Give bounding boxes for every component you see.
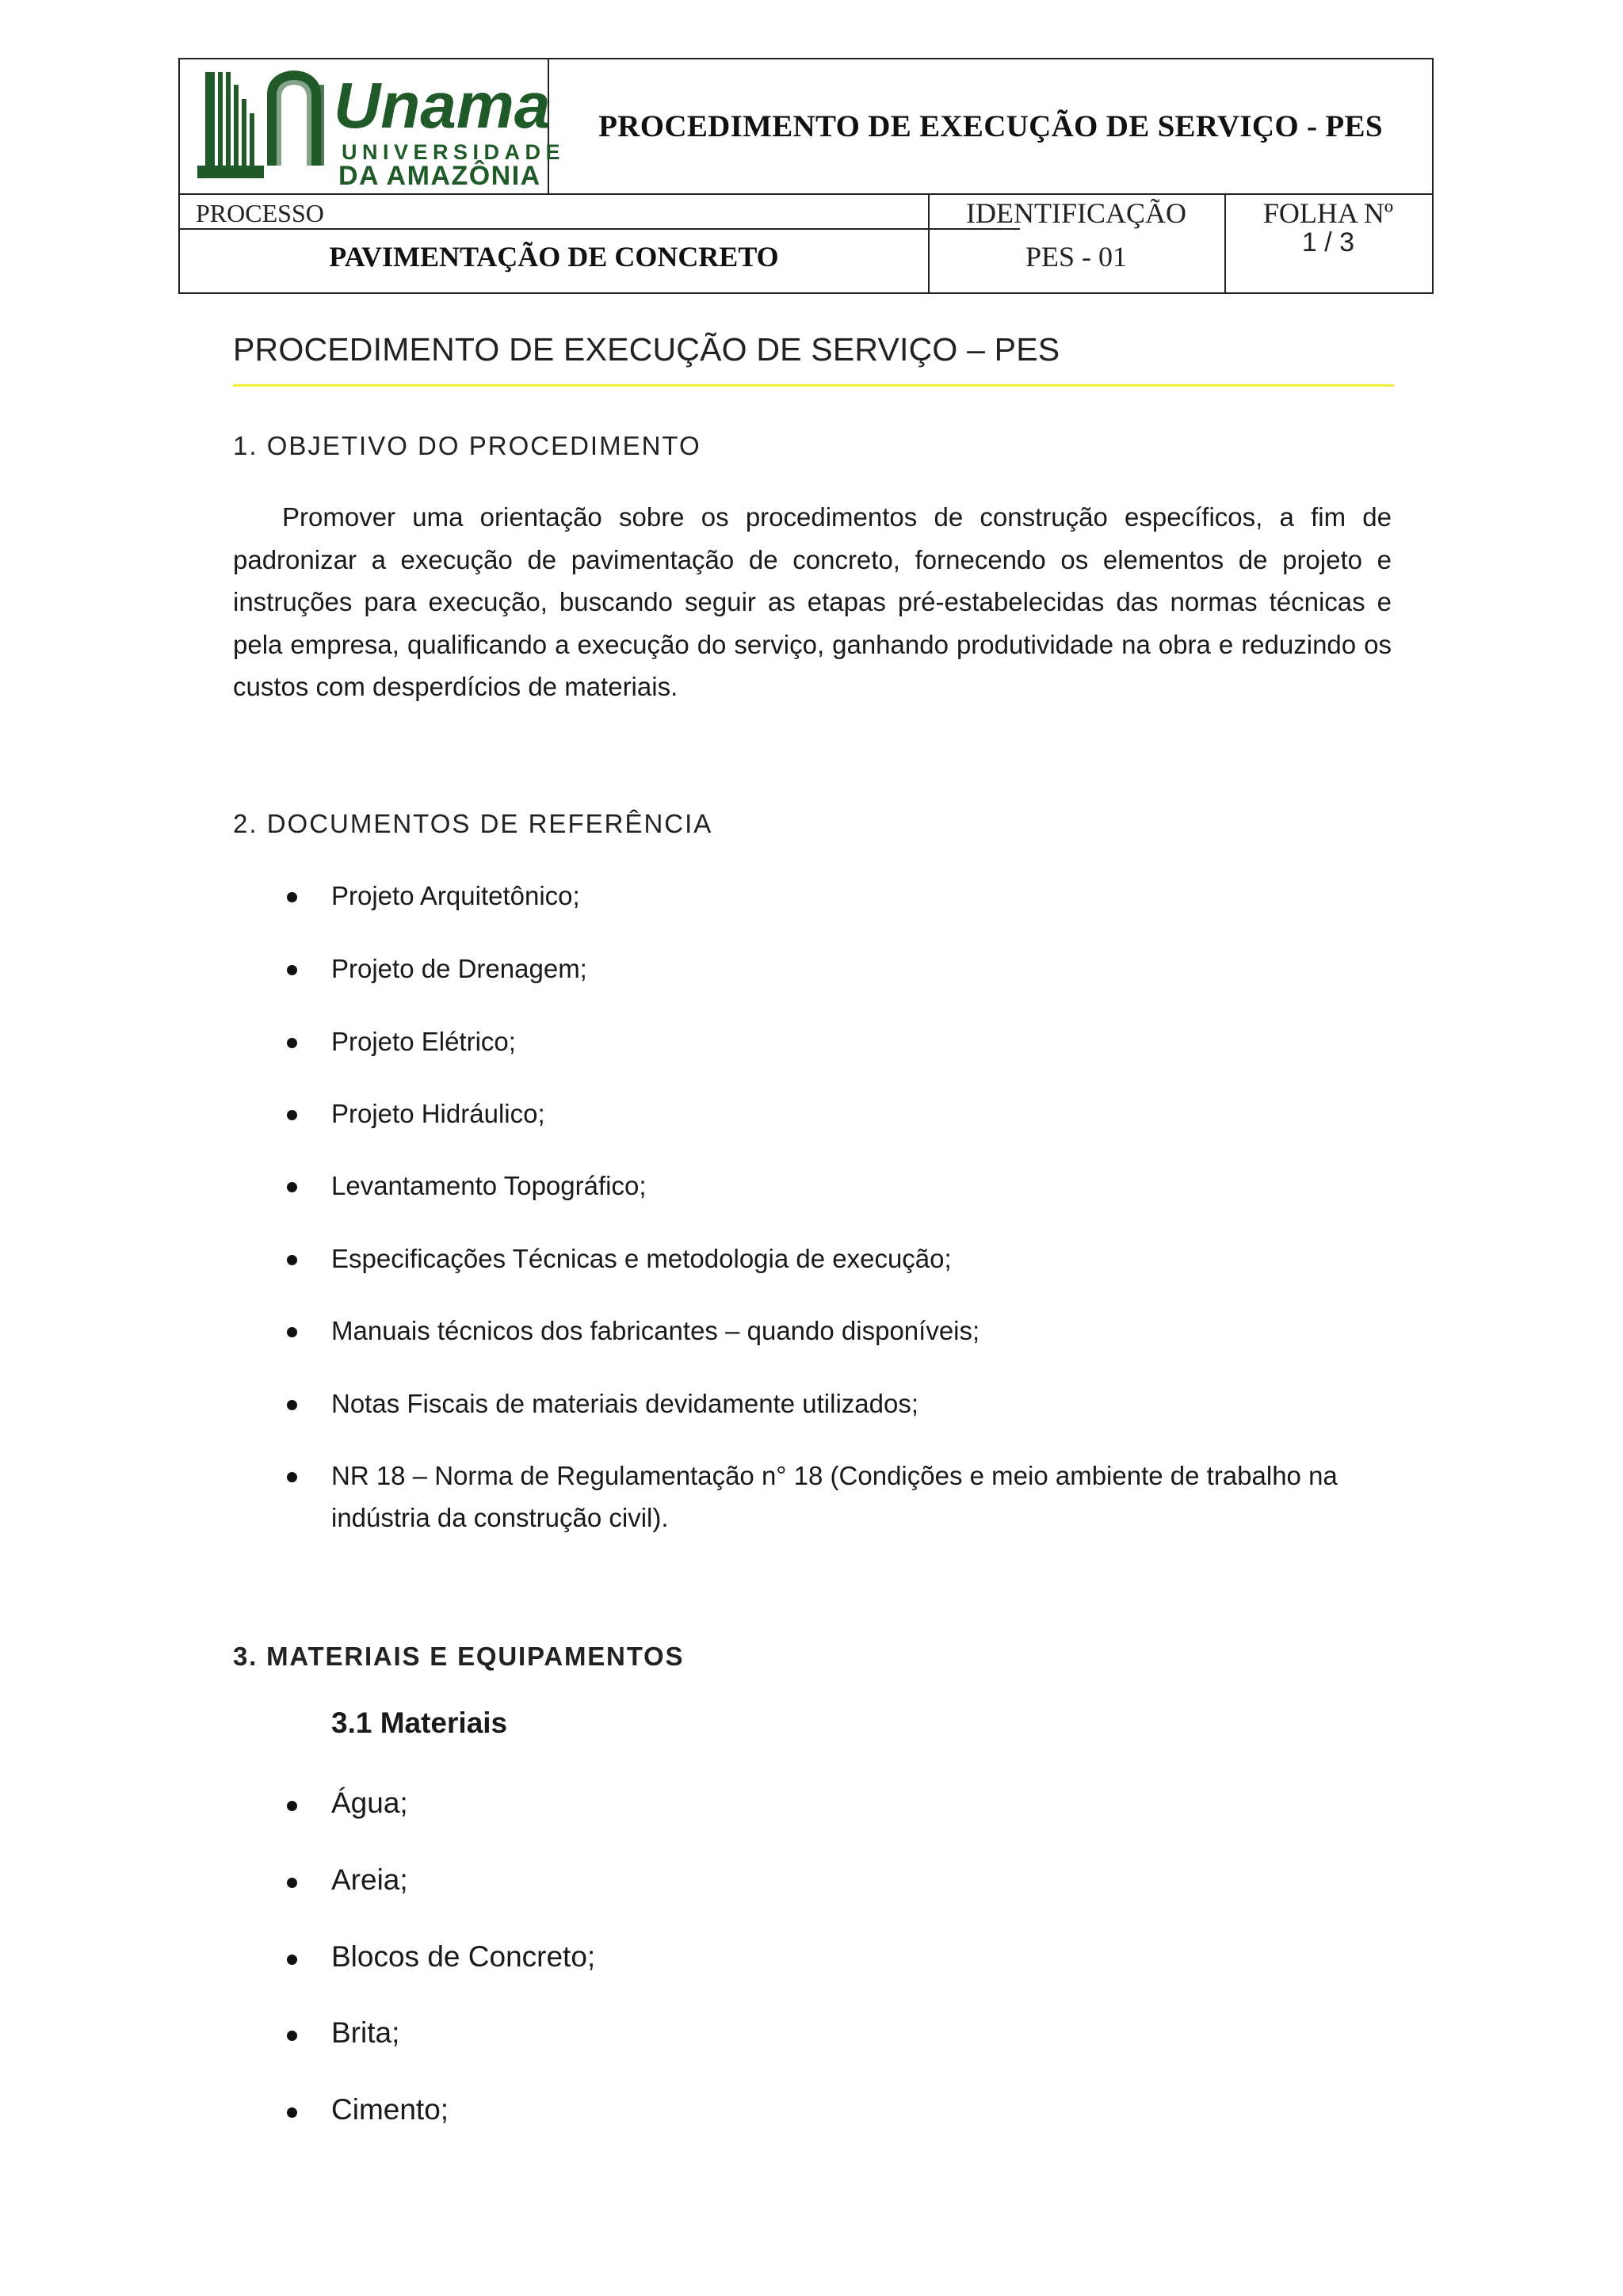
logo-wordmark: Unama xyxy=(334,70,551,142)
bullet-icon xyxy=(287,1110,297,1120)
processo-value: PAVIMENTAÇÃO DE CONCRETO xyxy=(329,241,779,273)
header-divider xyxy=(180,228,1020,230)
bullet-icon xyxy=(287,2107,297,2118)
bullet-icon xyxy=(287,1472,297,1482)
materials-subheading: 3.1 Materiais xyxy=(331,1707,508,1739)
bullet-icon xyxy=(287,1878,297,1888)
logo-subtitle-1: UNIVERSIDADE xyxy=(342,140,566,164)
header-title: PROCEDIMENTO DE EXECUÇÃO DE SERVIÇO - PES xyxy=(598,109,1383,143)
processo-label: PROCESSO xyxy=(196,199,324,227)
bullet-icon xyxy=(287,2031,297,2041)
section-3-heading: 3. MATERIAIS E EQUIPAMENTOS xyxy=(233,1642,685,1671)
logo-subtitle-2: DA AMAZÔNIA xyxy=(338,161,541,191)
header-table xyxy=(178,58,1434,294)
header-divider xyxy=(180,193,1432,195)
document-title: PROCEDIMENTO DE EXECUÇÃO DE SERVIÇO – PES xyxy=(233,331,1060,368)
unama-logo xyxy=(191,64,566,191)
header-title-cell xyxy=(549,59,1432,193)
bullet-icon xyxy=(287,892,297,902)
section-2-heading: 2. DOCUMENTOS DE REFERÊNCIA xyxy=(233,809,713,838)
bullet-icon xyxy=(287,965,297,975)
bullet-icon xyxy=(287,1182,297,1192)
bullet-icon xyxy=(287,1400,297,1410)
bullet-icon xyxy=(287,1255,297,1265)
folha-label: FOLHA Nº xyxy=(1262,197,1394,229)
logo-cell xyxy=(180,59,566,193)
section-1-heading: 1. OBJETIVO DO PROCEDIMENTO xyxy=(233,431,701,460)
bullet-icon xyxy=(287,1801,297,1811)
folha-value: 1 / 3 xyxy=(1301,227,1355,257)
bullet-icon xyxy=(287,1327,297,1337)
title-underline xyxy=(233,384,1394,387)
bullet-icon xyxy=(287,1955,297,1965)
identificacao-label: IDENTIFICAÇÃO xyxy=(966,197,1186,229)
section-1-paragraph xyxy=(233,496,1392,708)
identificacao-value: PES - 01 xyxy=(1025,241,1128,273)
section-1-text: Promover uma orientação sobre os procedimentos de construção específicos, a fim de padronizar a execução de pavimentação de concreto, fornecendo os elementos de projeto e instruções para execução, buscando seguir as etapas pré-estabelecidas das normas técnicas e pela empresa, qualificando a execução do serviço, ganhando produtividade na obra e reduzindo os custos com desperdícios de materiais. xyxy=(233,502,1392,701)
bullet-icon xyxy=(287,1038,297,1048)
